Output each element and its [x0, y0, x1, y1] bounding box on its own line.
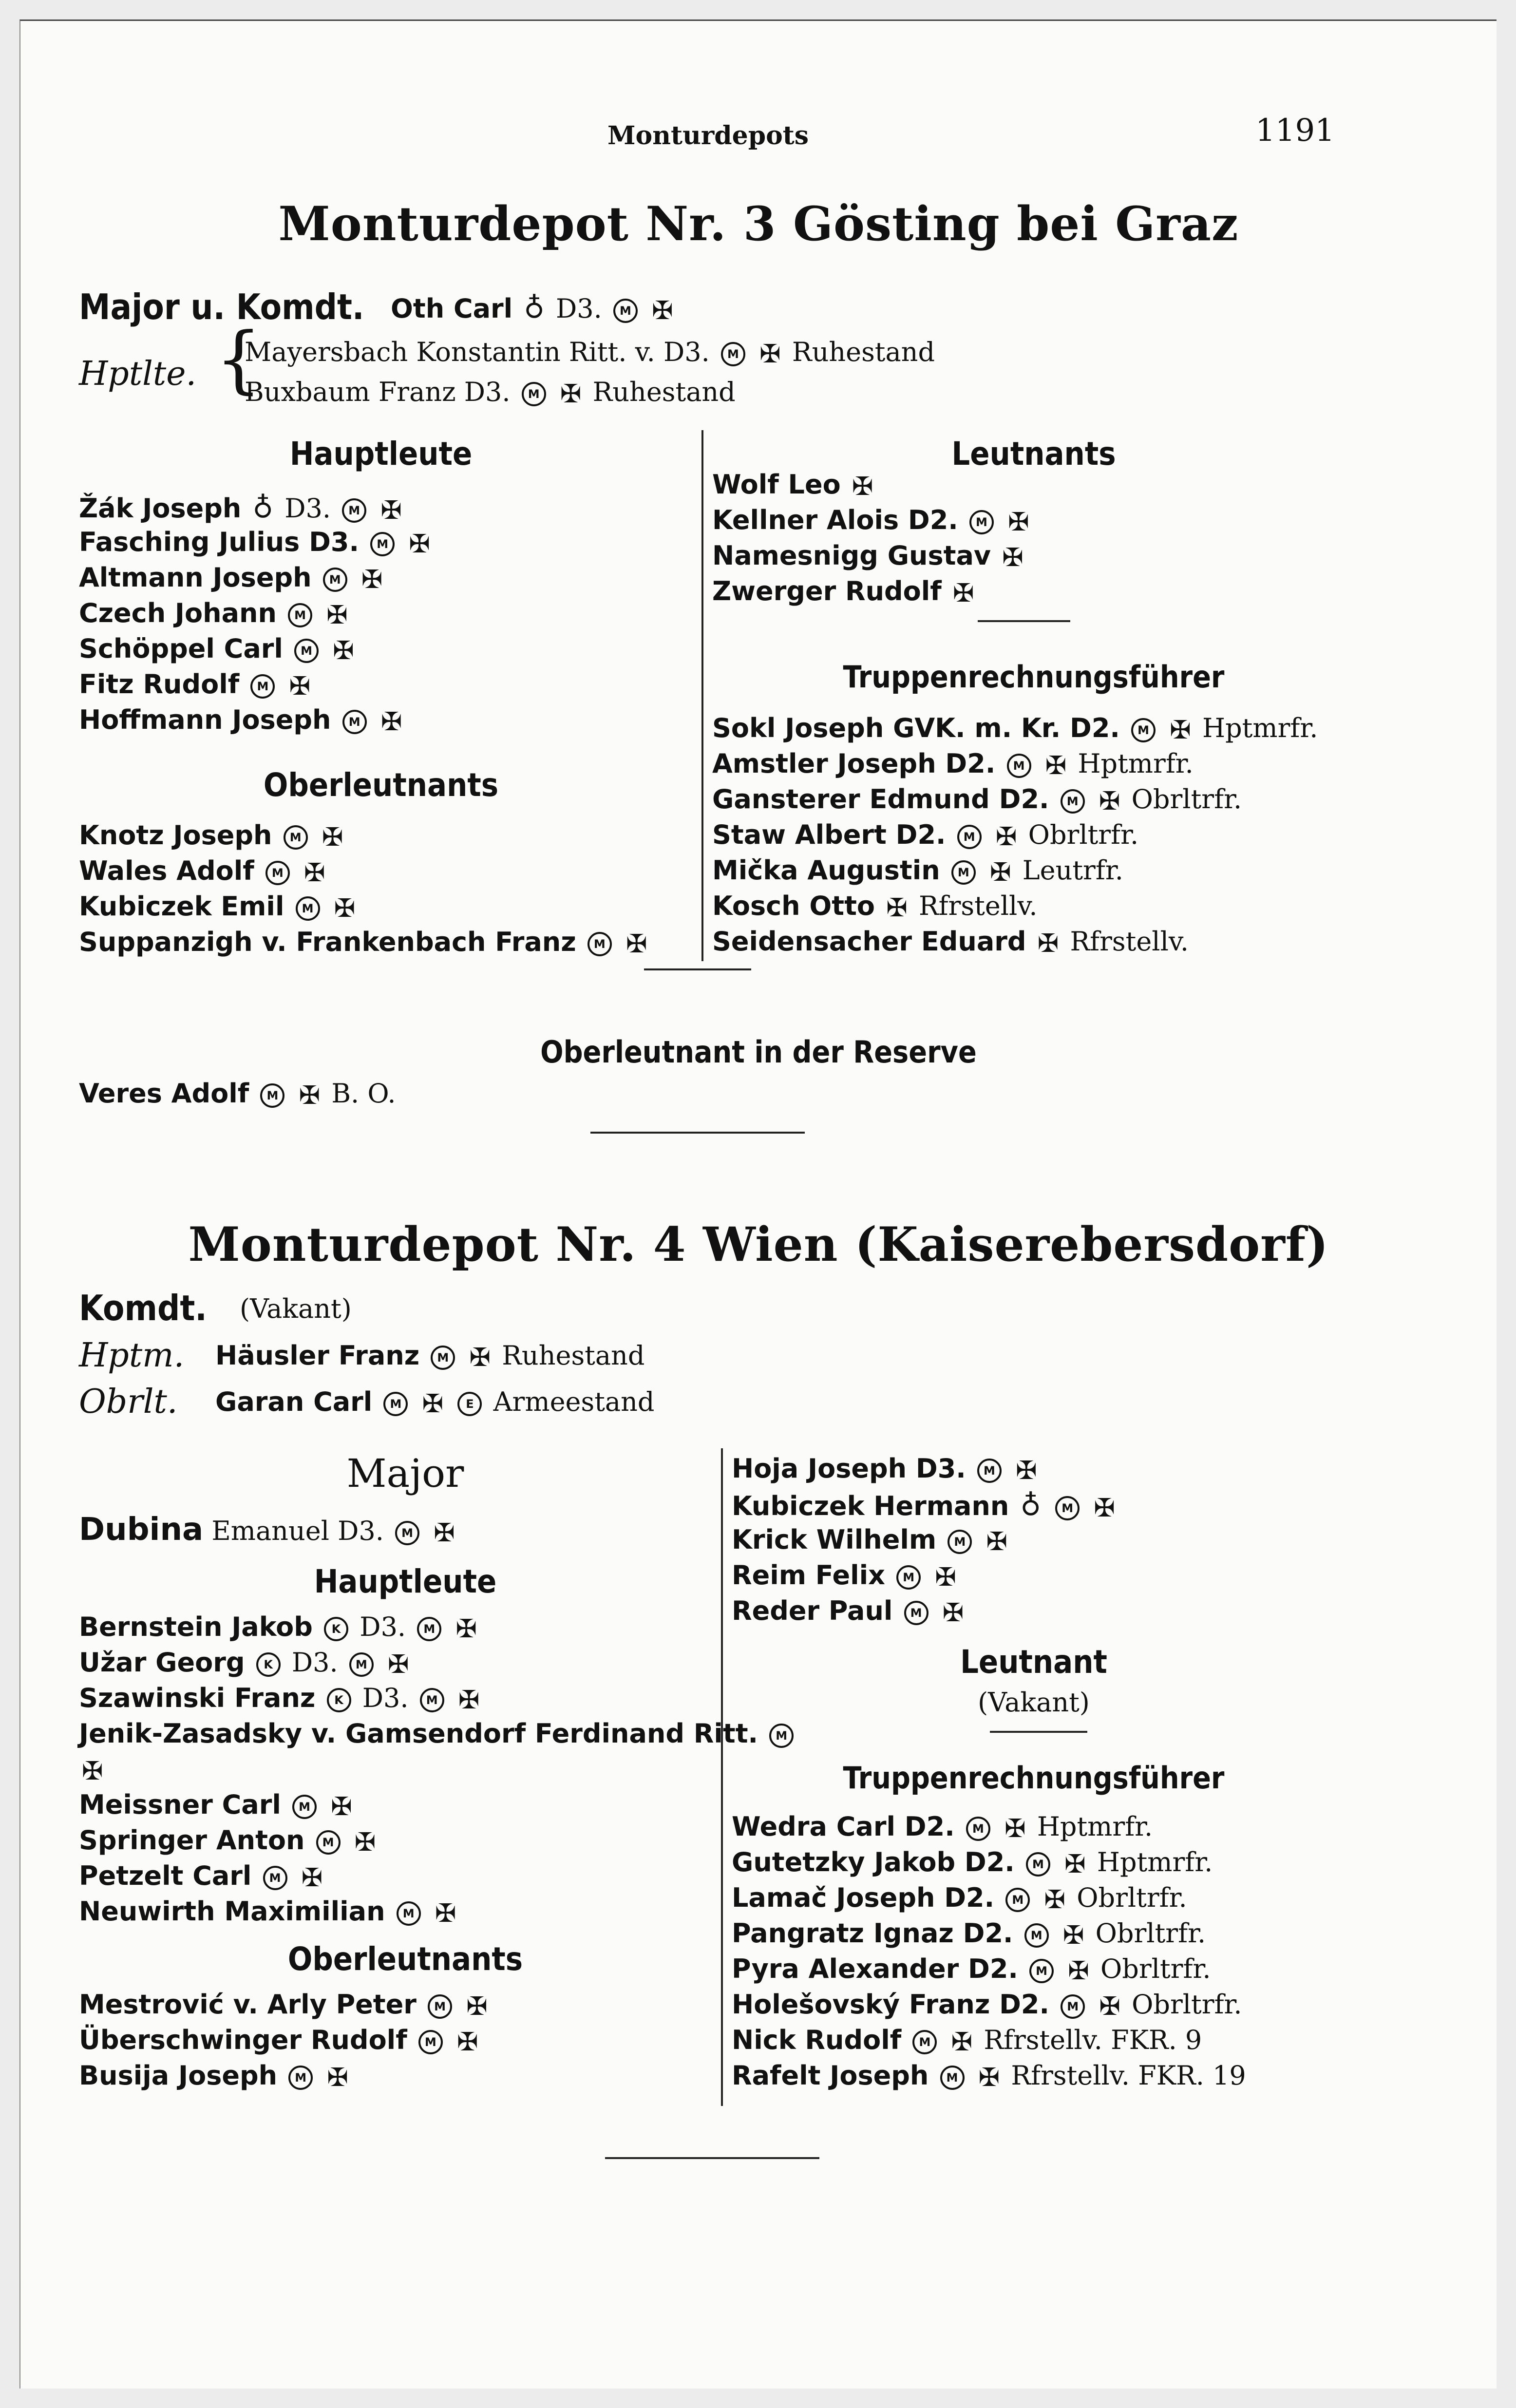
entry-rank: Leutrfr.: [1022, 855, 1123, 886]
m-mark-icon: M: [288, 603, 312, 627]
cross-icon: ✠: [1008, 508, 1029, 537]
cross-icon: ✠: [1170, 716, 1191, 745]
entry-name: Knotz Joseph: [79, 820, 272, 851]
entry-rank: Emanuel D3.: [211, 1516, 384, 1546]
depot4-obrlt-line: [215, 1386, 654, 1419]
cross-icon: ✠: [652, 296, 673, 325]
m-mark-icon: M: [1055, 1496, 1080, 1520]
m-mark-icon: M: [896, 1565, 921, 1590]
cross-icon: ✠: [1037, 929, 1059, 958]
entry-name: Mestrović v. Arly Peter: [79, 1989, 417, 2020]
entry-rank: Rfrstellv.: [918, 891, 1038, 921]
list-item: [79, 598, 351, 630]
entry-name: Veres Adolf: [79, 1078, 249, 1109]
list-item: [79, 633, 357, 665]
entry-name: Busija Joseph: [79, 2060, 278, 2091]
entry-status: Armeestand: [493, 1386, 655, 1417]
entry-name: Pangratz Ignaz D2.: [732, 1918, 1013, 1949]
entry-name: Staw Albert D2.: [712, 819, 946, 850]
cross-icon: ✠: [361, 565, 383, 594]
cross-icon: ✠: [1062, 1921, 1084, 1950]
cross-icon: ✠: [1002, 543, 1023, 572]
hptlte-status-1: Ruhestand: [792, 337, 935, 367]
entry-rank: B. O.: [331, 1078, 396, 1109]
brace: {: [215, 317, 262, 402]
list-item: [79, 891, 358, 923]
entry-rank: Hptmrfr.: [1078, 748, 1194, 779]
m-mark-icon: M: [420, 1688, 444, 1712]
m-mark-icon: M: [1024, 1923, 1049, 1948]
entry-name: Užar Georg: [79, 1647, 245, 1678]
m-mark-icon: M: [397, 1901, 421, 1926]
cross-icon: ✠: [935, 1563, 956, 1592]
list-item: [79, 491, 405, 525]
cross-icon: ✠: [990, 858, 1011, 887]
depot4-hptm-label: Hptm.: [79, 1336, 185, 1375]
entry-name: Reim Felix: [732, 1560, 885, 1591]
cross-icon: ✠: [455, 1614, 477, 1644]
m-mark-icon: M: [428, 1994, 452, 2019]
entry-name: Namesnigg Gustav: [712, 540, 991, 571]
m-mark-icon: M: [296, 896, 320, 921]
entry-name: Altmann Joseph: [79, 562, 312, 593]
entry-name: Krick Wilhelm: [732, 1524, 937, 1555]
m-mark-icon: M: [1029, 1959, 1054, 1983]
m-mark-icon: M: [383, 1392, 408, 1416]
entry-name: Žák Joseph: [79, 493, 242, 524]
list-item: [712, 855, 1123, 887]
hptlte-entry-1: Mayersbach Konstantin Ritt. v. D3.: [245, 337, 710, 367]
cross-icon: ✠: [1045, 751, 1067, 780]
depot4-title: Monturdepot Nr. 4 Wien (Kaiserebersdorf): [188, 1217, 1329, 1272]
entry-name: Lamač Joseph D2.: [732, 1882, 995, 1913]
entry-rank: Obrltrfr.: [1131, 784, 1242, 815]
m-mark-icon: M: [349, 1652, 374, 1677]
entry-name: Nick Rudolf: [732, 2025, 902, 2055]
m-mark-icon: M: [263, 1866, 287, 1890]
list-item: [79, 527, 433, 559]
list-item: [712, 469, 876, 501]
list-item: [712, 926, 1189, 958]
cross-icon: ✠: [299, 1081, 321, 1110]
depot3-hptlte-line2: [245, 377, 736, 409]
depot3-commander-label: Major u. Komdt.: [79, 286, 364, 327]
list-item: [79, 1718, 796, 1749]
m-mark-icon: M: [966, 1817, 990, 1841]
m-mark-icon: M: [260, 1083, 284, 1108]
divider-rule: [978, 620, 1070, 622]
list-item: [732, 1989, 1242, 2021]
entry-name: Mička Augustin: [712, 855, 940, 886]
entry-name: Jenik-Zasadsky v. Gamsendorf Ferdinand Ritt.: [79, 1718, 758, 1749]
entry-name: Szawinski Franz: [79, 1683, 316, 1713]
list-item: [79, 1860, 325, 1893]
cross-icon: ✠: [1016, 1456, 1037, 1485]
entry-name: Kubiczek Hermann: [732, 1491, 1009, 1521]
cross-icon: ✠: [331, 1792, 352, 1821]
entry-name: Fasching Julius D3.: [79, 527, 360, 557]
m-mark-icon: M: [721, 342, 745, 366]
cross-icon: ✠: [1094, 1494, 1115, 1523]
m-mark-icon: M: [250, 674, 275, 699]
list-item: [712, 576, 977, 608]
entry-name: Gansterer Edmund D2.: [712, 784, 1049, 815]
m-mark-icon: M: [294, 639, 319, 663]
list-item: [732, 2025, 1202, 2057]
decoration-icon: ♁: [252, 491, 274, 524]
entry-name: Häusler Franz: [215, 1340, 420, 1371]
entry-rank: Hptmrfr.: [1202, 713, 1318, 743]
list-item: [712, 505, 1032, 537]
cross-icon: ✠: [886, 893, 908, 923]
m-mark-icon: M: [316, 1830, 341, 1855]
cross-icon: ✠: [388, 1650, 409, 1679]
hptlte-entry-2: Buxbaum Franz D3.: [245, 377, 511, 407]
decoration-icon: ♁: [524, 291, 545, 324]
list-item-continuation: [79, 1754, 106, 1786]
list-item: [712, 713, 1318, 745]
depot4-trf-heading: Truppenrechnungsführer: [843, 1760, 1225, 1796]
m-mark-icon: M: [395, 1521, 419, 1545]
depot3-commander-name: Oth Carl: [391, 293, 513, 324]
depot4-hptm-line: [215, 1340, 644, 1372]
k-mark-icon: K: [256, 1652, 281, 1677]
cross-icon: ✠: [942, 1598, 964, 1628]
depot3-hptlte-line1: [245, 337, 935, 369]
depot3-hptlte-label: Hptlte.: [79, 355, 197, 393]
list-item: [79, 1647, 412, 1679]
depot4-oberleutnants-heading: Oberleutnants: [287, 1940, 523, 1978]
entry-rank: Obrltrfr.: [1095, 1918, 1206, 1949]
depot3-reserve-heading: Oberleutnant in der Reserve: [540, 1034, 977, 1070]
cross-icon: ✠: [759, 340, 781, 369]
m-mark-icon: M: [1026, 1852, 1050, 1877]
cross-icon: ✠: [82, 1757, 103, 1786]
cross-icon: ✠: [334, 894, 356, 923]
entry-name: Petzelt Carl: [79, 1860, 252, 1891]
entry-name: Hoja Joseph D3.: [732, 1453, 966, 1484]
entry-name: Wales Adolf: [79, 855, 254, 886]
cross-icon: ✠: [304, 858, 325, 888]
entry-rank: D3.: [360, 1612, 406, 1642]
entry-rank: Obrltrfr.: [1077, 1882, 1187, 1913]
list-item: [79, 1078, 396, 1110]
list-item: [79, 820, 346, 852]
m-mark-icon: M: [418, 2030, 443, 2054]
depot4-leutnant-value: (Vakant): [978, 1687, 1090, 1718]
cross-icon: ✠: [466, 1992, 488, 2021]
m-mark-icon: M: [951, 860, 976, 885]
list-item: [732, 1811, 1153, 1843]
depot4-komdt-value: (Vakant): [240, 1293, 352, 1324]
list-item: [79, 2060, 351, 2092]
cross-icon: ✠: [1068, 1956, 1089, 1986]
list-item: [79, 1989, 491, 2021]
list-item: [712, 819, 1138, 852]
entry-status: Ruhestand: [502, 1340, 645, 1371]
m-mark-icon: M: [284, 825, 308, 850]
entry-name: Wedra Carl D2.: [732, 1811, 955, 1842]
list-item: [79, 1512, 458, 1548]
m-mark-icon: M: [957, 825, 982, 849]
list-item: [79, 1612, 480, 1644]
entry-name: Czech Johann: [79, 598, 277, 628]
entry-name: Suppanzigh v. Frankenbach Franz: [79, 927, 576, 957]
list-item: [79, 855, 328, 888]
entry-rank: Obrltrfr.: [1028, 819, 1139, 850]
list-item: [79, 1789, 355, 1821]
entry-rank: Rfrstellv.: [1070, 926, 1189, 957]
entry-rank: D3.: [291, 1647, 338, 1678]
cross-icon: ✠: [435, 1899, 456, 1928]
cross-icon: ✠: [434, 1518, 455, 1548]
cross-icon: ✠: [995, 822, 1017, 852]
entry-name: Amstler Joseph D2.: [712, 748, 996, 779]
k-mark-icon: K: [324, 1617, 348, 1641]
cross-icon: ✠: [951, 2028, 973, 2057]
m-mark-icon: M: [1131, 718, 1156, 742]
m-mark-icon: M: [292, 1795, 317, 1819]
depot3-trf-heading: Truppenrechnungsführer: [843, 659, 1225, 695]
cross-icon: ✠: [380, 496, 402, 525]
list-item: [79, 562, 385, 594]
m-mark-icon: M: [904, 1601, 929, 1625]
list-item: [712, 891, 1038, 923]
m-mark-icon: M: [265, 861, 290, 885]
entry-name: Kellner Alois D2.: [712, 505, 958, 535]
cross-icon: ✠: [1099, 787, 1120, 816]
entry-name: Schöppel Carl: [79, 633, 283, 664]
depot4-major-heading: Major: [346, 1451, 464, 1496]
entry-name: Springer Anton: [79, 1825, 305, 1856]
list-item: [732, 1882, 1187, 1915]
document-page: [19, 19, 1497, 2389]
m-mark-icon: M: [1061, 789, 1085, 814]
cross-icon: ✠: [380, 707, 402, 737]
depot4-obrlt-label: Obrlt.: [79, 1383, 178, 1421]
list-item: [79, 1683, 482, 1715]
m-mark-icon: M: [1005, 1888, 1030, 1912]
list-item: [712, 748, 1194, 780]
entry-rank: Obrltrfr.: [1100, 1953, 1211, 1984]
entry-rank: Rfrstellv. FKR. 19: [1011, 2060, 1246, 2091]
cross-icon: ✠: [457, 2028, 478, 2057]
column-divider: [721, 1448, 723, 2106]
m-mark-icon: M: [587, 932, 612, 956]
m-mark-icon: M: [1007, 754, 1031, 778]
entry-name: Fitz Rudolf: [79, 669, 240, 700]
running-title: Monturdepots: [607, 121, 809, 151]
entry-rank: D3.: [284, 493, 331, 524]
entry-name: Bernstein Jakob: [79, 1612, 313, 1642]
m-mark-icon: M: [613, 299, 638, 323]
depot3-hauptleute-heading: Hauptleute: [289, 435, 473, 473]
entry-name: Zwerger Rudolf: [712, 576, 942, 607]
m-mark-icon: M: [431, 1346, 455, 1370]
entry-name: Garan Carl: [215, 1386, 373, 1417]
cross-icon: ✠: [422, 1389, 444, 1419]
cross-icon: ✠: [978, 2063, 1000, 2092]
divider-rule: [990, 1731, 1087, 1733]
e-mark-icon: E: [457, 1392, 482, 1416]
list-item: [732, 1453, 1040, 1485]
entry-rank: Hptmrfr.: [1037, 1811, 1153, 1842]
m-mark-icon: M: [342, 498, 366, 523]
entry-name: Pyra Alexander D2.: [732, 1953, 1018, 1984]
divider-rule: [590, 1132, 805, 1134]
list-item: [732, 1489, 1118, 1523]
entry-name: Holešovský Franz D2.: [732, 1989, 1050, 2020]
depot4-komdt-label: Komdt.: [79, 1288, 207, 1328]
list-item: [79, 2025, 481, 2057]
depot3-commander-rest: D3.: [556, 293, 602, 324]
list-item: [712, 784, 1242, 816]
m-mark-icon: M: [977, 1459, 1002, 1483]
list-item: [732, 1595, 966, 1628]
m-mark-icon: M: [940, 2066, 965, 2090]
entry-name: Gutetzky Jakob D2.: [732, 1847, 1015, 1877]
cross-icon: ✠: [952, 579, 974, 608]
list-item: [732, 1918, 1206, 1950]
entry-name: Neuwirth Maximilian: [79, 1896, 385, 1927]
depot3-title: Monturdepot Nr. 3 Gösting bei Graz: [278, 196, 1239, 251]
depot3-commander-line: [391, 291, 676, 325]
hptlte-status-2: Ruhestand: [592, 377, 736, 407]
cross-icon: ✠: [333, 636, 354, 665]
column-divider: [701, 430, 703, 961]
list-item: [732, 1953, 1211, 1986]
cross-icon: ✠: [289, 672, 311, 701]
list-item: [712, 540, 1026, 572]
cross-icon: ✠: [327, 2063, 348, 2092]
cross-icon: ✠: [1064, 1850, 1086, 1879]
m-mark-icon: M: [323, 568, 347, 592]
entry-name: Kosch Otto: [712, 891, 875, 921]
list-item: [732, 1847, 1213, 1879]
list-item: [79, 669, 313, 701]
k-mark-icon: K: [327, 1688, 351, 1712]
cross-icon: ✠: [354, 1828, 376, 1857]
cross-icon: ✠: [469, 1343, 491, 1372]
m-mark-icon: M: [288, 2066, 313, 2090]
list-item: [732, 1524, 1010, 1556]
cross-icon: ✠: [986, 1527, 1008, 1556]
depot4-leutnant-heading: Leutnant: [960, 1643, 1107, 1681]
cross-icon: ✠: [326, 601, 348, 630]
cross-icon: ✠: [852, 472, 873, 501]
entry-name: Meissner Carl: [79, 1789, 281, 1820]
list-item: [732, 1560, 959, 1592]
cross-icon: ✠: [626, 929, 647, 959]
cross-icon: ✠: [458, 1686, 480, 1715]
entry-name: Rafelt Joseph: [732, 2060, 929, 2091]
cross-icon: ✠: [322, 823, 343, 852]
m-mark-icon: M: [370, 532, 395, 556]
entry-name: Sokl Joseph GVK. m. Kr. D2.: [712, 713, 1120, 743]
depot4-hauptleute-heading: Hauptleute: [314, 1563, 497, 1600]
entry-name: Seidensacher Eduard: [712, 926, 1026, 957]
page-number: 1191: [1255, 113, 1335, 149]
entry-name: Reder Paul: [732, 1595, 893, 1626]
depot3-oberleutnants-heading: Oberleutnants: [263, 766, 499, 804]
cross-icon: ✠: [1004, 1814, 1026, 1843]
m-mark-icon: M: [522, 382, 546, 406]
list-item: [79, 1825, 379, 1857]
divider-rule: [605, 2157, 819, 2159]
cross-icon: ✠: [1099, 1992, 1120, 2021]
cross-icon: ✠: [1044, 1885, 1066, 1915]
m-mark-icon: M: [1061, 1994, 1085, 2019]
decoration-icon: ♁: [1020, 1489, 1041, 1522]
cross-icon: ✠: [409, 530, 430, 559]
divider-rule: [644, 968, 751, 970]
m-mark-icon: M: [417, 1617, 441, 1641]
m-mark-icon: M: [969, 510, 994, 534]
cross-icon: ✠: [301, 1863, 323, 1893]
cross-icon: ✠: [560, 379, 582, 409]
list-item: [732, 2060, 1246, 2092]
m-mark-icon: M: [948, 1530, 972, 1554]
list-item: [79, 704, 405, 737]
entry-name: Überschwinger Rudolf: [79, 2025, 407, 2055]
entry-rank: Rfrstellv. FKR. 9: [984, 2025, 1202, 2055]
m-mark-icon: M: [769, 1724, 794, 1748]
list-item: [79, 927, 650, 959]
entry-name: Dubina: [79, 1512, 204, 1548]
entry-rank: Obrltrfr.: [1132, 1989, 1242, 2020]
m-mark-icon: M: [342, 710, 367, 734]
entry-rank: D3.: [362, 1683, 409, 1713]
entry-name: Wolf Leo: [712, 469, 841, 500]
entry-rank: Hptmrfr.: [1097, 1847, 1213, 1877]
entry-name: Hoffmann Joseph: [79, 704, 331, 735]
depot3-leutnants-heading: Leutnants: [951, 435, 1116, 473]
entry-name: Kubiczek Emil: [79, 891, 284, 922]
m-mark-icon: M: [912, 2030, 937, 2054]
list-item: [79, 1896, 459, 1928]
